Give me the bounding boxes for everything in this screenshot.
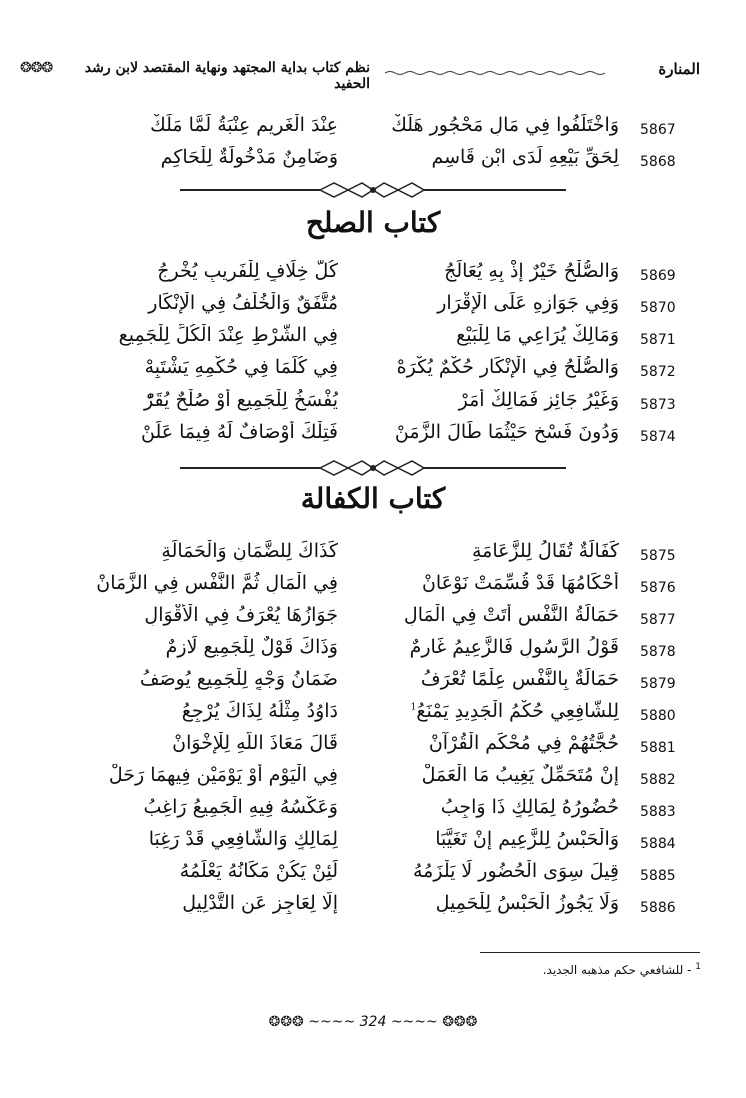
verse-hemistich-first: لِحَقِّ بَيْعِهِ لَدَى ابْنِ قَاسِمِ	[431, 146, 619, 168]
verse-number: 5867	[640, 122, 676, 138]
verse-hemistich-first: حُضُورُهُ لِمَالِكٍ ذَا وَاجِبُ	[440, 796, 619, 818]
verse-hemistich-second: ضَمَانُ وَجْهٍ لِلْجَمِيعِ يُوصَفُ	[139, 668, 338, 690]
verse-hemistich-second: وَذَاكَ قَوْلٌ لِلْجَمِيعِ لَازِمٌ	[165, 636, 338, 658]
verse-row	[0, 764, 746, 796]
verse-hemistich-first: وَالْحَبْسُ لِلزَّعِيمِ إِنْ تَغَيَّبَا	[435, 828, 619, 850]
verse-row	[0, 828, 746, 860]
footer-ornament-left: ❂❂❂	[268, 1014, 304, 1030]
verse-hemistich-second: لَئِنْ يَكُنْ مَكَانُهُ يَعْلَمُهُ	[179, 860, 338, 882]
footnote-text: - للشافعي حكم مذهبه الجديد.	[542, 963, 692, 977]
verse-hemistich-first: أَحْكَامُهَا قَدْ قُسِّمَتْ نَوْعَانْ	[421, 572, 619, 594]
verse-row	[0, 324, 746, 356]
verse-hemistich-second: دَاوُدُ مِثْلُهُ لِذَاكَ يُرْجِعُ	[181, 700, 338, 722]
verse-hemistich-second: قَالَ مَعَاذَ اللَّهِ لِلْإِخْوَانْ	[172, 732, 338, 754]
footnote	[543, 962, 701, 977]
verse-row	[0, 114, 746, 146]
verse-row	[0, 540, 746, 572]
verse-row	[0, 260, 746, 292]
verse-row	[0, 892, 746, 924]
verse-hemistich-first: قِيلَ سِوَى الْحُضُورِ لَا يَلْزَمُهُ	[412, 860, 619, 882]
footer-dash: ~~~~	[308, 1014, 356, 1030]
verse-hemistich-first: وَالصُّلْحُ خَيْرٌ إِذْ بِهِ يُعَالَجُ	[444, 260, 619, 282]
verse-hemistich-second: وَضَامِنٌ مَدْخُولَةٌ لِلْحَاكِمِ	[160, 146, 338, 168]
footer-ornament-right: ❂❂❂	[442, 1014, 478, 1030]
chapter-title: كتاب الصلح	[305, 206, 441, 239]
verse-row	[0, 292, 746, 324]
verse-number: 5875	[640, 548, 676, 564]
verse-hemistich-first: حَمَالَةٌ بِالنَّفْسِ عِلْمًا تُعْرَفُ	[420, 668, 619, 690]
verse-hemistich-second: لِمَالِكٍ وَالشَّافِعِي قَدْ رَغِبَا	[148, 828, 338, 850]
header-ornament: ❂❂❂	[20, 60, 53, 76]
verse-hemistich-first: وَفِي جَوَازِهِ عَلَى الْإِقْرَارِ	[437, 292, 619, 314]
verse-hemistich-first: حُجَّتُهُمْ فِي مُحْكَمِ الْقُرْآنْ	[428, 732, 619, 754]
verse-hemistich-first: وَغَيْرُ جَائِزٍ فَمَالِكٌ أَمَرْ	[458, 389, 619, 411]
verse-row	[0, 668, 746, 700]
verse-row	[0, 421, 746, 453]
footnote-number: 1	[695, 962, 701, 972]
chapter-title: كتاب الكفالة	[300, 482, 446, 515]
verse-hemistich-text: لِلشَّافِعِي حُكْمُ الْجَدِيدِ يَمْنَعُ	[416, 700, 619, 722]
verse-number: 5870	[640, 300, 676, 316]
verse-hemistich-first: وَلَا يَجُوزُ الْحَبْسُ لِلْحَمِيلِ	[435, 892, 619, 914]
verse-hemistich-first: حَمَالَةُ النَّفْسِ أَتَتْ فِي الْمَالِ	[403, 604, 619, 626]
header-wave-ornament	[385, 70, 605, 76]
verse-number: 5877	[640, 612, 676, 628]
verse-number: 5881	[640, 740, 676, 756]
verse-number: 5874	[640, 429, 676, 445]
verse-hemistich-second: مُتَّفَقٌ وَالْخُلْفُ فِي الْإِنْكَارِ	[148, 292, 338, 314]
header-title: نظم كتاب بداية المجتهد ونهاية المقتصد لابن رشد الحفيد	[84, 60, 370, 92]
verse-number: 5878	[640, 644, 676, 660]
verse-row	[0, 796, 746, 828]
verse-row	[0, 636, 746, 668]
verse-hemistich-second: فِي الشَّرْطِ عِنْدَ الْكُلِّ لِلْجَمِيعِ	[118, 324, 338, 346]
verse-hemistich-second: يُفْسَخُ لِلْجَمِيعِ أَوْ صُلْحٌ يُقَرّْ	[144, 389, 338, 411]
verse-hemistich-second: عِنْدَ الْغَرِيمِ عِنْبَةُ لَمَّا مَلَكْ	[150, 114, 338, 136]
verse-number: 5883	[640, 804, 676, 820]
footnote-rule	[480, 952, 700, 953]
verse-number: 5885	[640, 868, 676, 884]
footnote-marker[interactable]: 1	[410, 702, 417, 713]
verse-hemistich-first: وَاخْتَلَفُوا فِي مَالِ مَحْجُورٍ هَلَكْ	[391, 114, 619, 136]
verse-number: 5886	[640, 900, 676, 916]
header-section: المنارة	[658, 60, 700, 78]
verse-hemistich-first: قَوْلُ الرَّسُولِ فَالزَّعِيمُ غَارِمٌ	[409, 636, 619, 658]
verse-number: 5879	[640, 676, 676, 692]
verse-row	[0, 572, 746, 604]
section-divider	[0, 456, 746, 480]
verse-number: 5880	[640, 708, 676, 724]
verse-row	[0, 389, 746, 421]
footer-dash: ~~~~	[390, 1014, 438, 1030]
verse-hemistich-second: إِلَّا لِعَاجِزٍ عَنِ التَّدْلِيلِ	[182, 892, 338, 914]
verse-hemistich-second: فِي الْمَالِ ثُمَّ النَّفْسِ فِي الزَّمَانْ	[96, 572, 338, 594]
page-number: 324	[359, 1014, 387, 1030]
verse-row	[0, 860, 746, 892]
verse-number: 5872	[640, 364, 676, 380]
verse-row	[0, 700, 746, 732]
verse-hemistich-first	[369, 700, 619, 722]
verse-hemistich-first: إِنْ مُتَحَمِّلٌ يَغِيبُ مَا الْعَمَلْ	[421, 764, 619, 786]
verse-number: 5873	[640, 397, 676, 413]
verse-hemistich-first: وَالصُّلْحُ فِي الْإِنْكَارِ حُكْمٌ يُكْرَهْ	[396, 356, 619, 378]
verse-number: 5871	[640, 332, 676, 348]
verse-hemistich-first: كَفَالَةٌ تُقَالُ لِلزَّعَامَةِ	[471, 540, 619, 562]
verse-row	[0, 146, 746, 178]
verse-hemistich-second: فَتِلْكَ أَوْصَافٌ لَهُ فِيمَا عَلَنْ	[140, 421, 338, 443]
verse-number: 5882	[640, 772, 676, 788]
page-header	[0, 56, 746, 92]
verse-hemistich-second: وَعَكْسُهُ فِيهِ الْجَمِيعُ رَاغِبُ	[143, 796, 338, 818]
verse-number: 5869	[640, 268, 676, 284]
verse-number: 5884	[640, 836, 676, 852]
verse-hemistich-second: فِي الْيَوْمِ أَوْ يَوْمَيْنِ فِيهِمَا رَحَلْ	[108, 764, 338, 786]
verse-row	[0, 604, 746, 636]
verse-hemistich-second: فِي كُلِّمَا فِي حُكْمِهِ يَشْتَبِهْ	[144, 356, 338, 378]
verse-row	[0, 356, 746, 388]
verse-number: 5876	[640, 580, 676, 596]
verse-hemistich-second: كَذَاكَ لِلضَّمَانِ وَالْحَمَالَةِ	[161, 540, 338, 562]
verse-hemistich-second: جَوَازُهَا يُعْرَفُ فِي الْأَقْوَالِ	[144, 604, 338, 626]
section-divider	[0, 178, 746, 202]
page-footer	[0, 1014, 746, 1030]
verse-number: 5868	[640, 154, 676, 170]
verse-hemistich-second: كُلُّ خِلَافٍ لِلْفَرِيبِ يُخْرِجُ	[157, 260, 338, 282]
verse-row	[0, 732, 746, 764]
verse-hemistich-first: وَمَالِكٌ يُرَاعِي مَا لِلْبَيْعِ	[456, 324, 619, 346]
verse-hemistich-first: وَدُونَ فَسْخٍ حَيْثُمَا طَالَ الزَّمَنْ	[394, 421, 619, 443]
